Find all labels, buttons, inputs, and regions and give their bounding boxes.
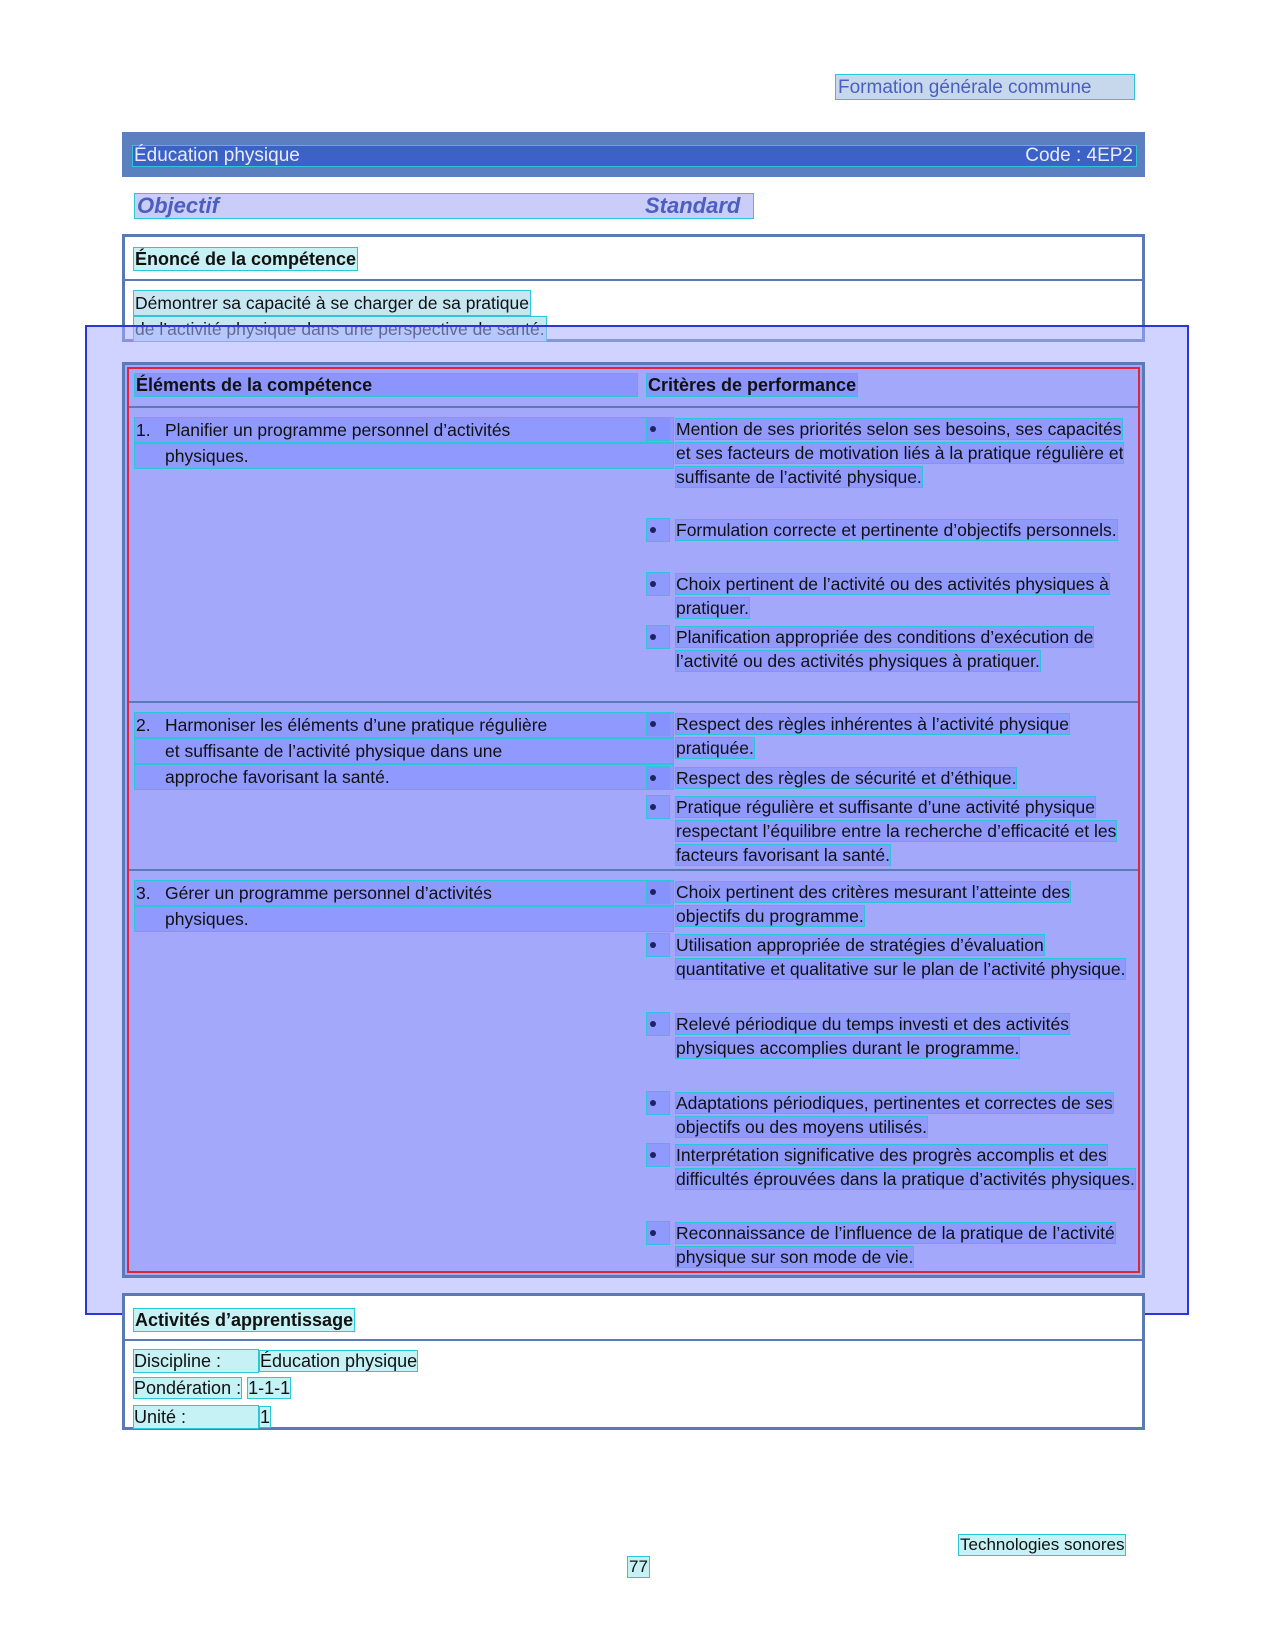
discipline-label: Discipline : xyxy=(133,1349,259,1373)
activities-box xyxy=(122,1293,1145,1430)
criterion-2-3: Pratique régulière et suffisante d’une activité physique respectant l’équilibre entre la recherche d’efficacité et les facteurs favorisant la santé. xyxy=(646,795,1136,867)
criterion-1-4: Planification appropriée des conditions d’exécution de l’activité ou des activités physiques à pratiquer. xyxy=(646,625,1136,673)
unite-value: 1 xyxy=(260,1407,271,1427)
element-line: 2. Harmoniser les éléments d’une pratique régulière xyxy=(134,712,674,738)
bullet-icon xyxy=(646,625,670,649)
activities-divider xyxy=(125,1339,1142,1341)
criterion-3-5: Interprétation significative des progrès accomplis et des difficultés éprouvées dans la pratique d’activités physiques. xyxy=(646,1143,1136,1191)
discipline-row xyxy=(133,1349,418,1373)
row-divider xyxy=(129,406,1138,408)
bullet-icon xyxy=(646,1143,670,1167)
row-divider xyxy=(129,869,1138,871)
criterion-3-6: Reconnaissance de l’influence de la pratique de l’activité physique sur son mode de vie. xyxy=(646,1221,1136,1269)
page-number: 77 xyxy=(629,1557,648,1576)
objective-standard-row xyxy=(134,193,754,219)
element-2 xyxy=(134,712,674,790)
ponderation-value: 1-1-1 xyxy=(248,1378,291,1398)
bullet-icon xyxy=(646,712,670,736)
element-number: 3. xyxy=(136,883,151,903)
unite-label: Unité : xyxy=(133,1405,259,1429)
objectif-label: Objectif xyxy=(137,193,219,218)
program-header: Formation générale commune xyxy=(835,74,1135,100)
element-line: physiques. xyxy=(134,906,674,932)
col-heading-criteria: Critères de performance xyxy=(648,375,857,395)
criterion-3-2: Utilisation appropriée de stratégies d’évaluation quantitative et qualitative sur le plan de l’activité physique. xyxy=(646,933,1136,981)
ponderation-row xyxy=(133,1377,291,1399)
bullet-icon xyxy=(646,417,670,441)
bullet-icon xyxy=(646,1221,670,1245)
bullet-icon xyxy=(646,795,670,819)
criterion-1-3: Choix pertinent de l’activité ou des activités physiques à pratiquer. xyxy=(646,572,1136,620)
enonce-heading: Énoncé de la compétence xyxy=(135,249,357,269)
bullet-icon xyxy=(646,518,670,542)
element-1 xyxy=(134,417,674,469)
element-number: 2. xyxy=(136,715,151,735)
ponderation-label: Pondération : xyxy=(134,1378,242,1398)
unite-row xyxy=(133,1405,271,1429)
course-code: Code : 4EP2 xyxy=(1025,145,1133,166)
enonce-line: Démontrer sa capacité à se charger de sa pratique xyxy=(133,290,531,316)
element-number: 1. xyxy=(136,420,151,440)
criterion-2-2: Respect des règles de sécurité et d’éthique. xyxy=(646,766,1136,790)
bullet-icon xyxy=(646,933,670,957)
criterion-3-4: Adaptations périodiques, pertinentes et correctes de ses objectifs ou des moyens utilisés. xyxy=(646,1091,1136,1139)
bullet-icon xyxy=(646,1091,670,1115)
bullet-icon xyxy=(646,1012,670,1036)
element-line: et suffisante de l’activité physique dans une xyxy=(134,738,674,764)
bullet-icon xyxy=(646,572,670,596)
criterion-2-1: Respect des règles inhérentes à l’activité physique pratiquée. xyxy=(646,712,1136,760)
program-footer: Technologies sonores xyxy=(960,1535,1125,1554)
discipline-value: Éducation physique xyxy=(260,1351,418,1371)
criterion-3-3: Relevé périodique du temps investi et des activités physiques accomplies durant le programme. xyxy=(646,1012,1136,1060)
activities-heading: Activités d’apprentissage xyxy=(135,1310,354,1330)
element-line: 3. Gérer un programme personnel d’activités xyxy=(134,880,674,906)
bullet-icon xyxy=(646,766,670,790)
element-line: 1. Planifier un programme personnel d’activités xyxy=(134,417,674,443)
enonce-header xyxy=(125,237,1142,281)
criterion-1-2: Formulation correcte et pertinente d’objectifs personnels. xyxy=(646,518,1136,542)
col-heading-elements: Éléments de la compétence xyxy=(134,373,638,397)
element-line: approche favorisant la santé. xyxy=(134,764,674,790)
criterion-3-1: Choix pertinent des critères mesurant l’atteinte des objectifs du programme. xyxy=(646,880,1136,928)
discipline-title: Éducation physique xyxy=(134,145,300,166)
bullet-icon xyxy=(646,880,670,904)
element-line: physiques. xyxy=(134,443,674,469)
criterion-1-1: Mention de ses priorités selon ses besoins, ses capacités et ses facteurs de motivation liés à la pratique régulière et suffisante de l’activité physique. xyxy=(646,417,1136,489)
standard-label: Standard xyxy=(645,193,741,218)
row-divider xyxy=(129,701,1138,703)
element-3 xyxy=(134,880,674,932)
title-bar xyxy=(122,132,1145,177)
